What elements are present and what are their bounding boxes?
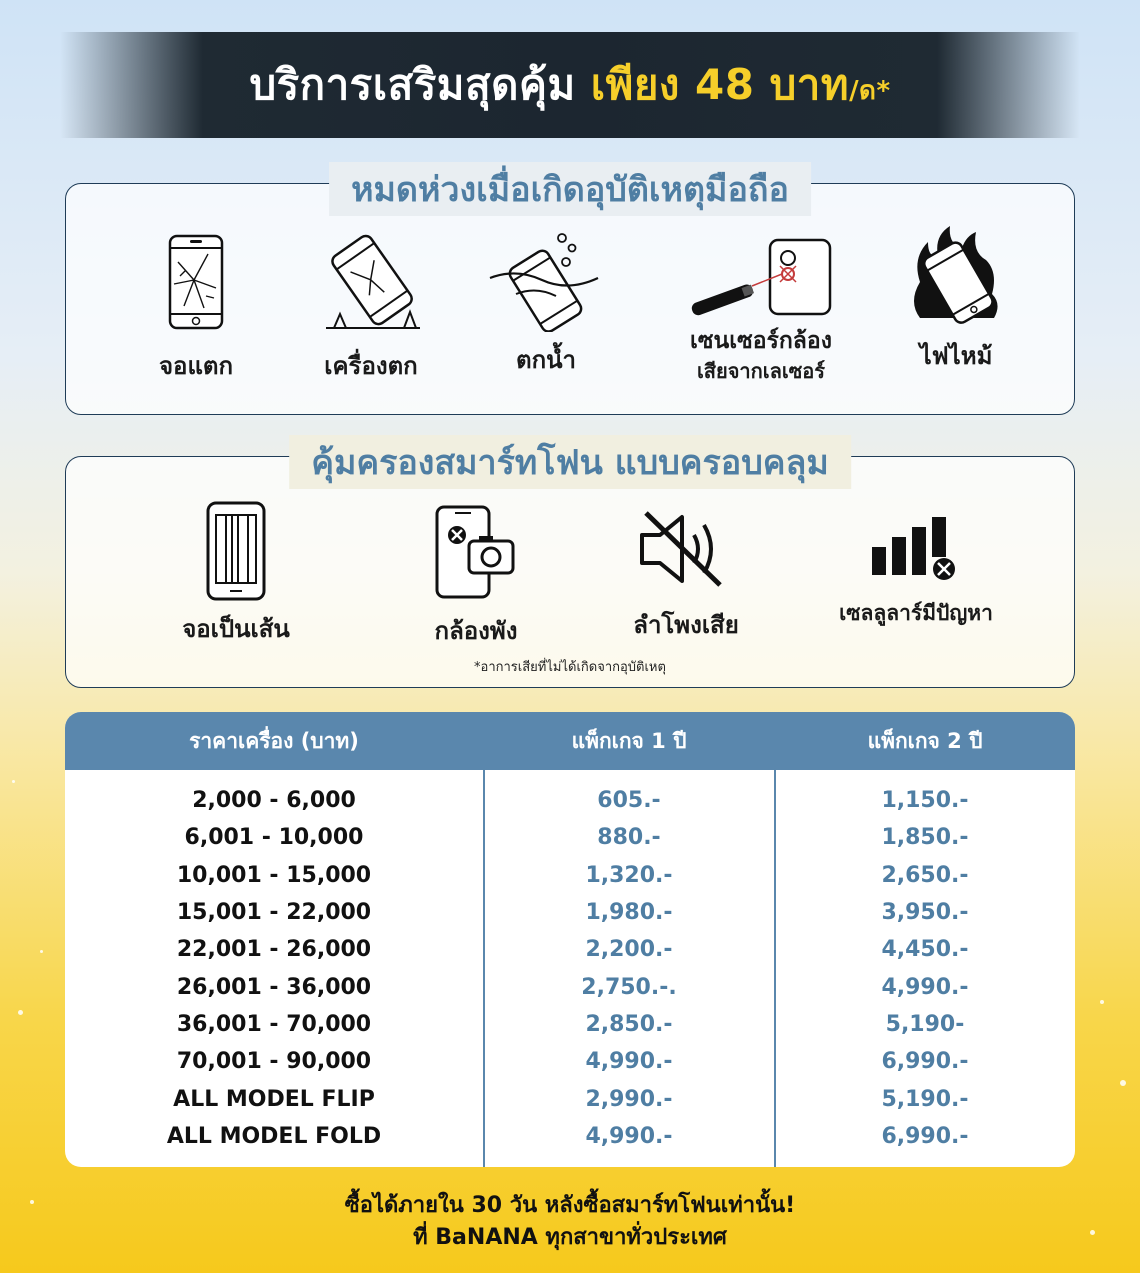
accident-section-heading: หมดห่วงเมื่อเกิดอุบัติเหตุมือถือ — [329, 162, 811, 216]
coverage-item-cracked-screen — [136, 232, 256, 385]
screen-lines-icon — [204, 499, 268, 603]
banner-title-suffix: /ด* — [849, 76, 891, 106]
sparkle-decoration — [12, 780, 15, 783]
screen-lines-label: จอเป็นเส้น — [182, 615, 290, 643]
laser-camera-icon — [686, 236, 836, 320]
header-package-2-year: แพ็กเกจ 2 ปี — [867, 728, 983, 753]
coverage-item-cellular — [816, 513, 1016, 630]
cellular-label: เซลลูลาร์มีปัญหา — [839, 601, 993, 625]
cell-package-2-year: 5,190.- — [881, 1086, 969, 1112]
table-row — [65, 1080, 1075, 1117]
dropped-phone-icon — [316, 232, 426, 332]
water-phone-icon — [486, 232, 606, 332]
cell-package-2-year: 4,450.- — [881, 937, 969, 963]
sparkle-decoration — [1120, 1080, 1126, 1086]
footer-line-1: ซื้อได้ภายใน 30 วัน หลังซื้อสมาร์ทโฟนเท่านั้น! — [344, 1193, 796, 1218]
banner-title-highlight: เพียง 48 บาท — [590, 60, 850, 109]
price-table — [65, 712, 1075, 1167]
broken-camera-icon — [433, 503, 519, 603]
promo-banner — [60, 32, 1080, 138]
table-row — [65, 894, 1075, 931]
laser-damage-label — [656, 326, 866, 386]
accident-coverage-panel — [65, 170, 1075, 415]
table-row — [65, 931, 1075, 968]
cell-package-1-year: 880.- — [597, 825, 661, 851]
coverage-item-laser-damage — [656, 236, 866, 386]
cell-device-price: 6,001 - 10,000 — [184, 825, 364, 851]
fire-phone-icon — [906, 222, 1006, 332]
coverage-item-screen-lines — [166, 499, 306, 648]
table-row — [65, 782, 1075, 819]
speaker-mute-icon — [636, 509, 736, 589]
coverage-item-water-damage — [481, 232, 611, 379]
coverage-item-fire — [886, 222, 1026, 375]
cell-package-1-year: 4,990.- — [585, 1049, 673, 1075]
cell-package-1-year: 2,990.- — [585, 1086, 673, 1112]
table-row — [65, 968, 1075, 1005]
cell-package-2-year: 5,190- — [885, 1011, 965, 1037]
cell-package-2-year: 4,990.- — [881, 974, 969, 1000]
cell-device-price: ALL MODEL FLIP — [173, 1086, 375, 1112]
non-accident-note: *อาการเสียที่ไม่ได้เกิดจากอุบัติเหตุ — [474, 660, 666, 675]
water-damage-label: ตกน้ำ — [516, 346, 576, 374]
cell-package-1-year: 2,750.-. — [581, 974, 677, 1000]
cell-package-2-year: 6,990.- — [881, 1123, 969, 1149]
sparkle-decoration — [40, 950, 43, 953]
cracked-screen-icon — [166, 232, 226, 332]
table-row — [65, 1006, 1075, 1043]
cell-package-2-year: 1,150.- — [881, 788, 969, 814]
cell-package-1-year: 2,850.- — [585, 1011, 673, 1037]
cell-package-1-year: 1,320.- — [585, 862, 673, 888]
price-table-header — [65, 712, 1075, 770]
cell-package-2-year: 2,650.- — [881, 862, 969, 888]
table-row — [65, 857, 1075, 894]
cracked-screen-label: จอแตก — [158, 352, 234, 380]
fire-label: ไฟไหม้ — [919, 342, 993, 370]
cell-package-1-year: 2,200.- — [585, 937, 673, 963]
coverage-section-heading: คุ้มครองสมาร์ทโฟน แบบครอบคลุม — [289, 435, 851, 489]
cell-device-price: 22,001 - 26,000 — [176, 937, 372, 963]
speaker-label: ลำโพงเสีย — [633, 611, 739, 639]
coverage-item-dropped-phone — [291, 232, 451, 385]
cell-device-price: 70,001 - 90,000 — [176, 1049, 372, 1075]
cell-package-2-year: 1,850.- — [881, 825, 969, 851]
coverage-item-speaker — [616, 509, 756, 644]
comprehensive-coverage-panel — [65, 443, 1075, 688]
laser-damage-label-line2: เสียจากเลเซอร์ — [696, 359, 826, 383]
table-row — [65, 1043, 1075, 1080]
cell-device-price: 10,001 - 15,000 — [176, 862, 372, 888]
cell-package-2-year: 6,990.- — [881, 1049, 969, 1075]
cellular-error-icon — [866, 513, 966, 583]
cell-device-price: 2,000 - 6,000 — [192, 788, 356, 814]
dropped-phone-label: เครื่องตก — [324, 352, 418, 380]
laser-damage-label-line1: เซนเซอร์กล้อง — [690, 328, 832, 354]
cell-package-1-year: 1,980.- — [585, 900, 673, 926]
cell-device-price: 36,001 - 70,000 — [176, 1011, 372, 1037]
footer-line-2: ที่ BaNANA ทุกสาขาทั่วประเทศ — [413, 1225, 727, 1250]
table-row — [65, 1118, 1075, 1155]
coverage-item-broken-camera — [406, 503, 546, 650]
broken-camera-label: กล้องพัง — [434, 617, 518, 645]
cell-package-1-year: 4,990.- — [585, 1123, 673, 1149]
sparkle-decoration — [18, 1010, 23, 1015]
footer-note — [0, 1190, 1140, 1254]
cell-package-2-year: 3,950.- — [881, 900, 969, 926]
cell-device-price: ALL MODEL FOLD — [166, 1123, 382, 1149]
header-package-1-year: แพ็กเกจ 1 ปี — [571, 728, 687, 753]
banner-title — [249, 52, 890, 118]
header-device-price: ราคาเครื่อง (บาท) — [189, 728, 359, 753]
cell-device-price: 26,001 - 36,000 — [176, 974, 372, 1000]
table-row — [65, 819, 1075, 856]
cell-device-price: 15,001 - 22,000 — [176, 900, 372, 926]
cell-package-1-year: 605.- — [597, 788, 661, 814]
sparkle-decoration — [1100, 1000, 1104, 1004]
banner-title-main: บริการเสริมสุดคุ้ม — [249, 60, 576, 109]
price-table-body — [65, 782, 1075, 1155]
